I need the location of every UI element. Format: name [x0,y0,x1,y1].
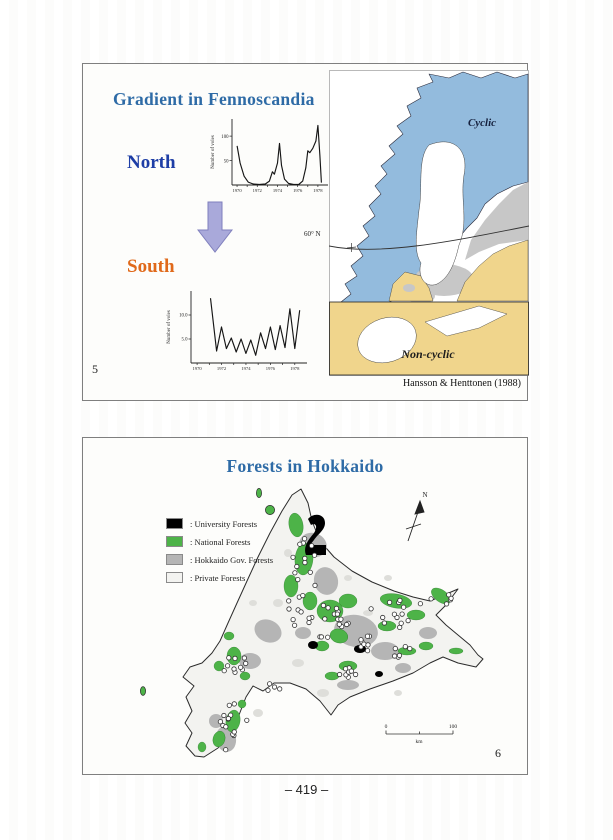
north-arrow-label: N [422,491,428,499]
latitude-60n-label: 60° N [304,230,321,238]
scale-start-label: 0 [384,724,388,730]
legend-label: : National Forests [190,536,251,547]
legend-item-private [166,572,273,583]
small-gray-patch [403,284,415,292]
svg-text:Number of voles: Number of voles [211,135,216,169]
slide1-number: 5 [92,362,98,376]
slide2-title: Forests in Hokkaido [226,456,384,476]
legend-item-gov [166,554,273,565]
south-label: South [127,256,175,277]
scale-unit-label: km [415,739,423,745]
page-number: – 419 – [284,782,329,797]
map-citation: Hansson & Henttonen (1988) [402,378,521,389]
private-forests-swatch [166,572,183,583]
svg-text:1970: 1970 [192,366,202,371]
north-label: North [127,152,176,173]
map-legend [166,518,273,583]
svg-text:100: 100 [221,134,229,140]
north-vole-chart [206,113,333,203]
svg-text:1974: 1974 [241,366,251,371]
svg-text:1976: 1976 [265,366,275,371]
university-forests-swatch [166,518,183,529]
svg-text:1978: 1978 [313,188,323,193]
slide1-title: Gradient in Fennoscandia [113,89,315,109]
legend-label: : University Forests [190,518,258,529]
svg-text:5.0: 5.0 [181,337,188,343]
svg-text:50: 50 [223,159,229,165]
slide2-number: 6 [495,746,501,760]
legend-item-university [166,518,273,529]
legend-label: : Hokkaido Gov. Forests [190,554,274,565]
north-arrow-icon [406,501,424,541]
down-arrow-icon [197,201,233,253]
svg-text:1974: 1974 [272,188,283,193]
svg-text:1972: 1972 [216,366,227,371]
slide-forests-hokkaido [82,437,528,775]
scale-bar [386,731,453,735]
svg-text:10.0: 10.0 [179,313,188,319]
national-forests-swatch [166,536,183,547]
svg-text:1976: 1976 [293,188,303,193]
svg-text:1970: 1970 [232,188,242,193]
fennoscandia-map [329,70,529,376]
slide-gradient-fennoscandia [82,63,528,401]
svg-text:1972: 1972 [252,188,262,193]
cyclic-label: Cyclic [467,117,497,129]
legend-item-national [166,536,273,547]
gov-forests-swatch [166,554,183,565]
hokkaido-map [98,483,528,768]
svg-text:Number of voles: Number of voles [167,310,172,344]
legend-label: : Private Forests [190,572,246,583]
svg-text:1978: 1978 [290,366,300,371]
south-vole-chart [161,283,313,384]
noncyclic-label: Non-cyclic [401,347,455,361]
scale-end-label: 100 [448,724,458,730]
